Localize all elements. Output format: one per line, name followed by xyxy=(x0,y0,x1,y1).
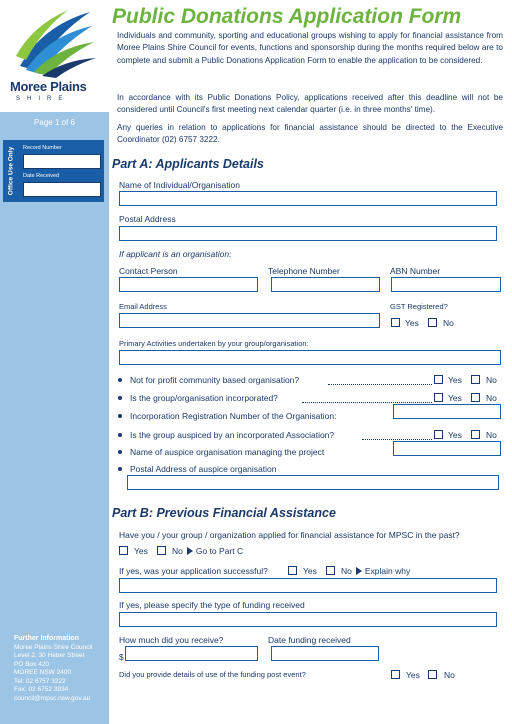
postal-address-label: Postal Address xyxy=(119,214,176,224)
auspiced-no-label: No xyxy=(486,430,497,440)
explain-why: Explain why xyxy=(364,566,411,576)
intro-paragraph-2: In accordance with its Public Donations Policy, applications received after this deadline will not be considered until Council's first meeting next calendar quarter (i.e. in three months' time). xyxy=(117,93,503,115)
past-assistance-no-checkbox[interactable] xyxy=(157,546,166,555)
bullet-icon xyxy=(118,414,122,418)
date-received-label: Date Received xyxy=(23,173,60,179)
bullet-auspice-name xyxy=(118,447,324,457)
bullet-text: Is the group/organisation incorporated? xyxy=(130,393,278,403)
no-text: No xyxy=(341,566,352,576)
bullet-text: Not for profit community based organisation? xyxy=(130,375,300,385)
contact-person-label: Contact Person xyxy=(119,266,178,276)
further-information xyxy=(14,635,92,703)
post-event-yes-label: Yes xyxy=(406,670,420,680)
dotted-leader xyxy=(302,402,432,403)
part-b-heading: Part B: Previous Financial Assistance xyxy=(112,506,336,520)
bullet-icon xyxy=(118,433,122,437)
incorporated-yes-checkbox[interactable] xyxy=(434,393,443,402)
name-field[interactable] xyxy=(119,191,497,206)
successful-no-checkbox[interactable] xyxy=(326,566,335,575)
council-logo-icon xyxy=(12,6,98,78)
abn-label: ABN Number xyxy=(390,266,441,276)
bullet-text: Name of auspice organisation managing the project xyxy=(130,447,325,457)
primary-activities-field[interactable] xyxy=(119,350,501,365)
auspiced-yes-checkbox[interactable] xyxy=(434,430,443,439)
post-event-question: Did you provide details of use of the funding post event? xyxy=(119,670,306,679)
not-for-profit-yes-checkbox[interactable] xyxy=(434,375,443,384)
past-assistance-yes-checkbox[interactable] xyxy=(119,546,128,555)
successful-no-label xyxy=(341,566,410,576)
council-logo xyxy=(0,0,109,112)
amount-received-field[interactable] xyxy=(125,646,258,661)
form-main xyxy=(110,0,512,724)
no-text: No xyxy=(172,546,183,556)
successful-yes-label: Yes xyxy=(303,566,317,576)
bullet-not-for-profit xyxy=(118,375,299,385)
not-for-profit-no-checkbox[interactable] xyxy=(471,375,480,384)
sidebar xyxy=(0,0,109,724)
further-info-title: Further Information xyxy=(14,635,79,642)
logo-subtitle: SHIRE xyxy=(16,96,70,102)
bullet-text: Incorporation Registration Number of the Organisation: xyxy=(130,411,337,421)
past-assistance-question: Have you / your group / organization applied for financial assistance for MPSC in the past? xyxy=(119,530,460,540)
sidebar-panel xyxy=(0,112,109,724)
date-funding-label: Date funding received xyxy=(268,635,351,645)
registration-number-field[interactable] xyxy=(393,404,501,419)
not-for-profit-yes-label: Yes xyxy=(448,375,462,385)
contact-person-field[interactable] xyxy=(119,277,258,292)
dotted-leader xyxy=(362,439,432,440)
postal-address-field[interactable] xyxy=(119,226,497,241)
explain-why-field[interactable] xyxy=(119,578,497,593)
gst-no-checkbox[interactable] xyxy=(428,318,437,327)
post-event-no-checkbox[interactable] xyxy=(428,670,437,679)
office-use-box xyxy=(3,140,104,202)
past-assistance-yes-label: Yes xyxy=(134,546,148,556)
office-use-tab xyxy=(3,140,19,202)
bullet-icon xyxy=(118,396,122,400)
bullet-icon xyxy=(118,378,122,382)
past-assistance-no-label xyxy=(172,546,243,556)
post-event-no-label: No xyxy=(444,670,455,680)
gst-no-label: No xyxy=(443,318,454,328)
gst-yes-checkbox[interactable] xyxy=(391,318,400,327)
auspice-address-field[interactable] xyxy=(127,475,499,490)
record-number-label: Record Number xyxy=(23,145,62,151)
abn-field[interactable] xyxy=(391,277,501,292)
telephone-label: Telephone Number xyxy=(268,266,340,276)
bullet-incorporated xyxy=(118,393,278,403)
record-number-field[interactable] xyxy=(23,154,101,169)
further-info-line: PO Box 420 xyxy=(14,660,50,668)
incorporated-no-checkbox[interactable] xyxy=(471,393,480,402)
dollar-sign: $ xyxy=(119,652,124,662)
amount-received-label: How much did you receive? xyxy=(119,635,224,645)
further-info-line: Tel: 02 6757 3222 xyxy=(14,677,66,685)
funding-type-question: If yes, please specify the type of funding received xyxy=(119,600,305,610)
date-received-field[interactable] xyxy=(23,182,101,197)
office-use-label: Office Use Only xyxy=(7,146,15,196)
bullet-text: Postal Address of auspice organisation xyxy=(130,464,277,474)
intro-paragraph-3: Any queries in relation to applications for financial assistance should be directed to the Executive Coordinator (02) 6757 3222. xyxy=(117,123,503,145)
email-field[interactable] xyxy=(119,313,380,328)
page-number: Page 1 of 6 xyxy=(34,118,75,127)
further-info-line: Moree Plains Shire Council xyxy=(14,643,93,651)
successful-question: If yes, was your application successful? xyxy=(119,566,268,576)
date-funding-field[interactable] xyxy=(271,646,379,661)
bullet-icon xyxy=(118,450,122,454)
bullet-registration-number xyxy=(118,411,336,421)
bullet-text: Is the group auspiced by an incorporated Association? xyxy=(130,430,335,440)
primary-activities-label: Primary Activities undertaken by your group/organisation: xyxy=(119,339,309,348)
page-title: Public Donations Application Form xyxy=(112,5,462,28)
gst-yes-label: Yes xyxy=(405,318,419,328)
incorporated-yes-label: Yes xyxy=(448,393,462,403)
further-info-line: Fax: 02 6752 3934 xyxy=(14,686,69,693)
auspiced-no-checkbox[interactable] xyxy=(471,430,480,439)
funding-type-field[interactable] xyxy=(119,612,497,627)
bullet-auspice-address xyxy=(118,464,276,474)
organisation-note: If applicant is an organisation: xyxy=(119,249,232,259)
auspiced-yes-label: Yes xyxy=(448,430,462,440)
auspice-name-field[interactable] xyxy=(393,441,501,456)
intro-paragraph-1: Individuals and community, sporting and educational groups wishing to apply for financial assistance from Moree Plains Shire Council for events, functions and sponsorship during the months required below are to complete and submit a Public Donations Application Form to enable the application to be considered. xyxy=(117,31,503,65)
go-to-part-c: Go to Part C xyxy=(195,546,244,556)
gst-label: GST Registered? xyxy=(390,302,448,311)
arrow-right-icon xyxy=(356,567,362,575)
post-event-yes-checkbox[interactable] xyxy=(391,670,400,679)
further-info-line: MOREE NSW 2400 xyxy=(14,669,72,676)
arrow-right-icon xyxy=(187,547,193,555)
further-info-line: Level 2, 30 Heber Street xyxy=(14,652,85,659)
bullet-icon xyxy=(118,467,122,471)
email-label: Email Address xyxy=(119,302,167,311)
further-info-email: council@mpsc.nsw.gov.au xyxy=(14,694,91,702)
dotted-leader xyxy=(328,384,432,385)
part-a-heading: Part A: Applicants Details xyxy=(112,157,264,171)
telephone-field[interactable] xyxy=(271,277,380,292)
successful-yes-checkbox[interactable] xyxy=(288,566,297,575)
not-for-profit-no-label: No xyxy=(486,375,497,385)
bullet-auspiced xyxy=(118,430,334,440)
logo-name: Moree Plains xyxy=(10,79,87,94)
name-label: Name of Individual/Organisation xyxy=(119,180,240,190)
incorporated-no-label: No xyxy=(486,393,497,403)
